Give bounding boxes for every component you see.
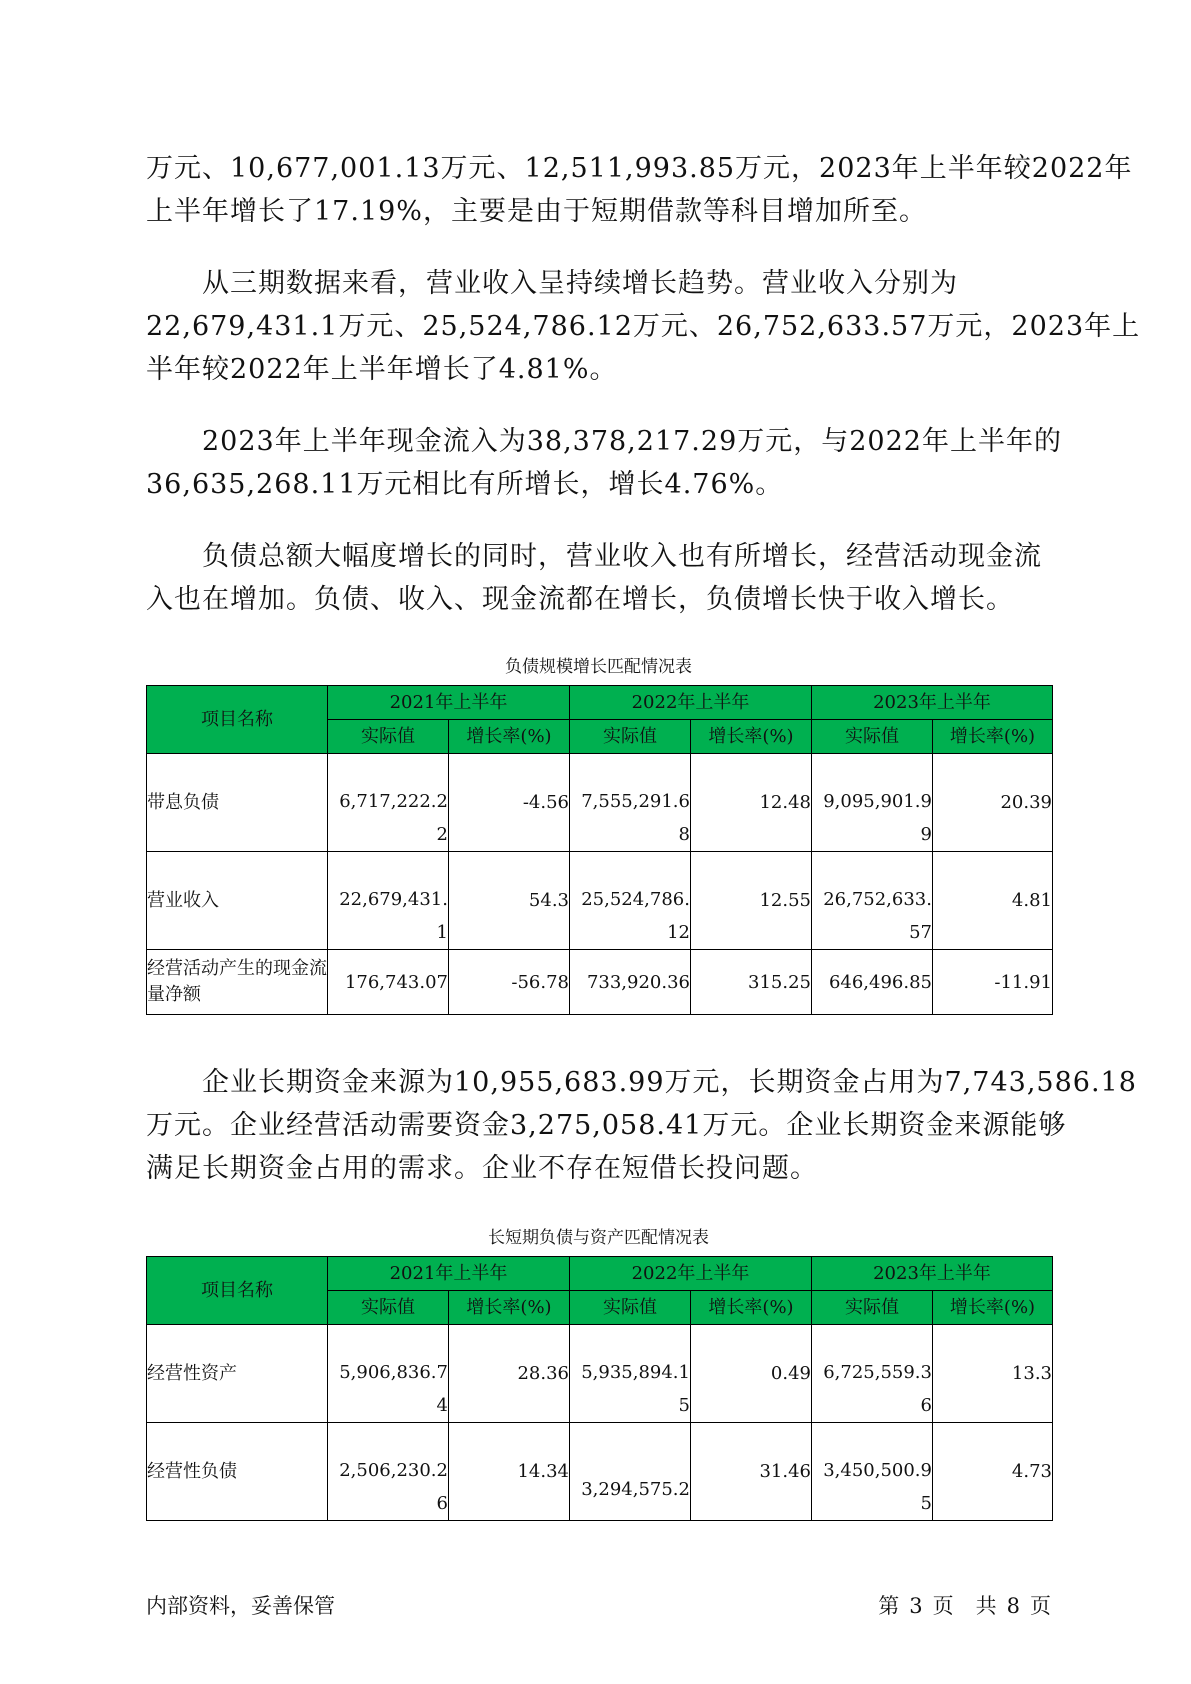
column-header-period: 2023年上半年 bbox=[812, 1257, 1053, 1291]
table-header-row bbox=[147, 686, 1053, 720]
column-header-actual: 实际值 bbox=[328, 720, 449, 754]
table1-caption: 负债规模增长匹配情况表 bbox=[505, 657, 692, 677]
column-header-actual: 实际值 bbox=[328, 1291, 449, 1325]
page-prefix: 第 bbox=[878, 1594, 900, 1618]
cell-actual: 6,725,559.36 bbox=[812, 1325, 933, 1423]
paragraph-line: 36,635,268.11万元相比有所增长，增长4.76%。 bbox=[146, 469, 784, 500]
paragraph-line: 从三期数据来看，营业收入呈持续增长趋势。营业收入分别为 bbox=[146, 268, 958, 299]
cell-actual: 25,524,786.12 bbox=[570, 852, 691, 950]
table-row bbox=[147, 852, 1053, 950]
row-label: 营业收入 bbox=[147, 852, 328, 950]
cell-growth: -56.78 bbox=[449, 950, 570, 1015]
cell-actual: 5,935,894.15 bbox=[570, 1325, 691, 1423]
row-label: 经营活动产生的现金流量净额 bbox=[147, 950, 328, 1015]
page-suffix: 页 bbox=[932, 1594, 954, 1618]
cell-growth: 4.81 bbox=[933, 852, 1053, 950]
column-header-growth: 增长率(%) bbox=[449, 1291, 570, 1325]
debt-growth-table bbox=[146, 685, 1053, 1015]
row-label: 经营性资产 bbox=[147, 1325, 328, 1423]
column-header-period: 2022年上半年 bbox=[570, 1257, 812, 1291]
paragraph-line: 22,679,431.1万元、25,524,786.12万元、26,752,633.57万元，2023年上 bbox=[146, 311, 1141, 342]
column-header-actual: 实际值 bbox=[812, 1291, 933, 1325]
paragraph-line: 半年较2022年上半年增长了4.81%。 bbox=[146, 354, 618, 385]
cell-actual: 733,920.36 bbox=[570, 950, 691, 1015]
column-header-period: 2023年上半年 bbox=[812, 686, 1053, 720]
cell-actual: 26,752,633.57 bbox=[812, 852, 933, 950]
cell-actual: 9,095,901.99 bbox=[812, 754, 933, 852]
column-header-growth: 增长率(%) bbox=[933, 1291, 1053, 1325]
total-suffix: 页 bbox=[1030, 1594, 1051, 1618]
column-header-period: 2021年上半年 bbox=[328, 686, 570, 720]
column-header-growth: 增长率(%) bbox=[691, 720, 812, 754]
cell-growth: 28.36 bbox=[449, 1325, 570, 1423]
column-header-growth: 增长率(%) bbox=[933, 720, 1053, 754]
cell-growth: 12.48 bbox=[691, 754, 812, 852]
footer-confidential-note: 内部资料，妥善保管 bbox=[146, 1594, 335, 1618]
table-row bbox=[147, 950, 1053, 1015]
table2-caption: 长短期负债与资产匹配情况表 bbox=[488, 1228, 709, 1248]
table-row bbox=[147, 1423, 1053, 1521]
page-number: 3 bbox=[909, 1594, 923, 1618]
paragraph-line: 上半年增长了17.19%，主要是由于短期借款等科目增加所至。 bbox=[146, 196, 927, 227]
row-label: 带息负债 bbox=[147, 754, 328, 852]
column-header-period: 2021年上半年 bbox=[328, 1257, 570, 1291]
cell-growth: 20.39 bbox=[933, 754, 1053, 852]
column-header-actual: 实际值 bbox=[812, 720, 933, 754]
cell-actual: 3,450,500.95 bbox=[812, 1423, 933, 1521]
paragraph-revenue bbox=[146, 262, 1141, 391]
paragraph-line: 满足长期资金占用的需求。企业不存在短借长投问题。 bbox=[146, 1153, 818, 1184]
column-header-item-name: 项目名称 bbox=[147, 686, 328, 754]
cell-actual: 646,496.85 bbox=[812, 950, 933, 1015]
cell-actual: 6,717,222.22 bbox=[328, 754, 449, 852]
cell-actual: 2,506,230.26 bbox=[328, 1423, 449, 1521]
paragraph-cash-inflow bbox=[146, 420, 1062, 506]
column-header-growth: 增长率(%) bbox=[691, 1291, 812, 1325]
paragraph-growth-comparison bbox=[146, 535, 1051, 621]
paragraph-long-term-funds bbox=[146, 1061, 1137, 1190]
row-label: 经营性负债 bbox=[147, 1423, 328, 1521]
table-header-row bbox=[147, 1257, 1053, 1291]
column-header-period: 2022年上半年 bbox=[570, 686, 812, 720]
footer-page-counter bbox=[878, 1592, 1051, 1620]
cell-growth: 14.34 bbox=[449, 1423, 570, 1521]
column-header-growth: 增长率(%) bbox=[449, 720, 570, 754]
cell-growth: 0.49 bbox=[691, 1325, 812, 1423]
paragraph-line: 2023年上半年现金流入为38,378,217.29万元，与2022年上半年的 bbox=[146, 426, 1062, 457]
cell-growth: 12.55 bbox=[691, 852, 812, 950]
cell-growth: 54.3 bbox=[449, 852, 570, 950]
column-header-actual: 实际值 bbox=[570, 720, 691, 754]
paragraph-line: 万元、10,677,001.13万元、12,511,993.85万元，2023年上半年较2022年 bbox=[146, 153, 1133, 184]
paragraph-line: 企业长期资金来源为10,955,683.99万元，长期资金占用为7,743,586.18 bbox=[146, 1067, 1137, 1098]
column-header-item-name: 项目名称 bbox=[147, 1257, 328, 1325]
cell-actual: 176,743.07 bbox=[328, 950, 449, 1015]
cell-actual: 22,679,431.1 bbox=[328, 852, 449, 950]
cell-growth: -11.91 bbox=[933, 950, 1053, 1015]
total-prefix: 共 bbox=[975, 1594, 997, 1618]
cell-actual: 7,555,291.68 bbox=[570, 754, 691, 852]
paragraph-line: 入也在增加。负债、收入、现金流都在增长，负债增长快于收入增长。 bbox=[146, 584, 1014, 615]
cell-actual: 3,294,575.2 bbox=[570, 1423, 691, 1521]
asset-liability-match-table bbox=[146, 1256, 1053, 1521]
cell-actual: 5,906,836.74 bbox=[328, 1325, 449, 1423]
table-row bbox=[147, 1325, 1053, 1423]
cell-growth: 13.3 bbox=[933, 1325, 1053, 1423]
paragraph-line: 负债总额大幅度增长的同时，营业收入也有所增长，经营活动现金流 bbox=[146, 541, 1042, 572]
cell-growth: 315.25 bbox=[691, 950, 812, 1015]
cell-growth: -4.56 bbox=[449, 754, 570, 852]
cell-growth: 31.46 bbox=[691, 1423, 812, 1521]
column-header-actual: 实际值 bbox=[570, 1291, 691, 1325]
total-pages: 8 bbox=[1006, 1594, 1020, 1618]
cell-growth: 4.73 bbox=[933, 1423, 1053, 1521]
paragraph-line: 万元。企业经营活动需要资金3,275,058.41万元。企业长期资金来源能够 bbox=[146, 1110, 1067, 1141]
table-row bbox=[147, 754, 1053, 852]
paragraph-liabilities-total bbox=[146, 147, 1133, 233]
